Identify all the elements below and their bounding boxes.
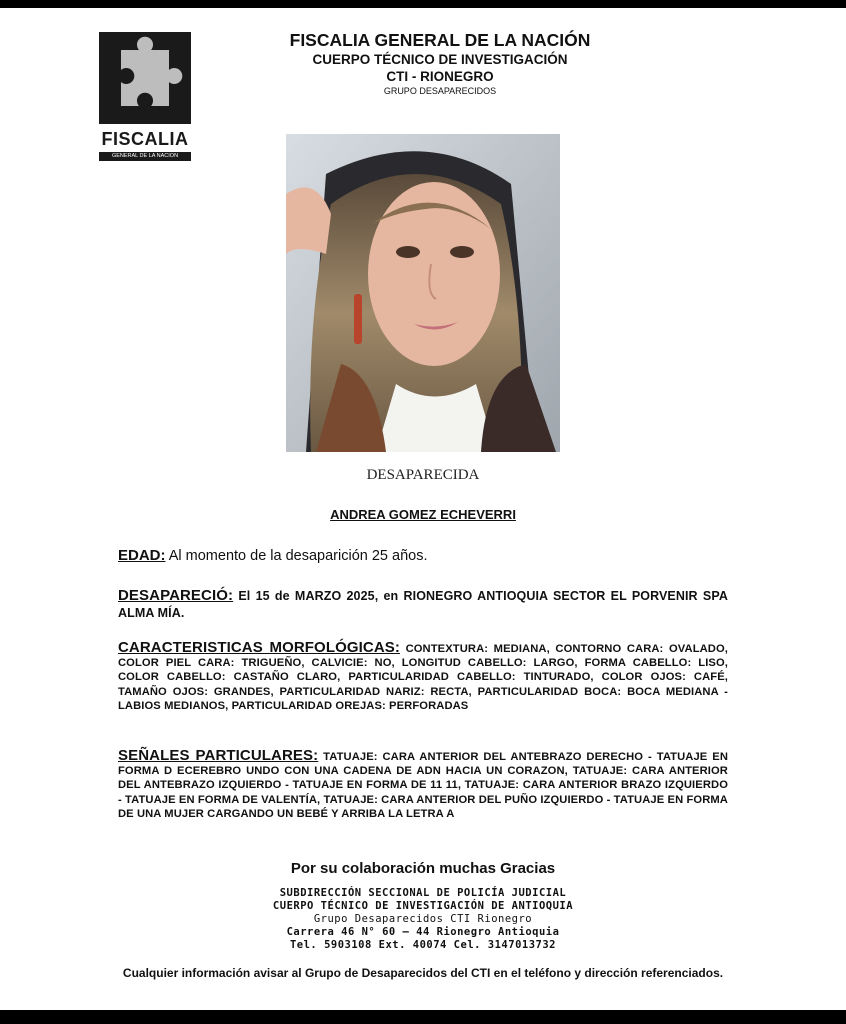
desaparecio-label: DESAPARECIÓ: [118, 587, 234, 604]
header-title: FISCALIA GENERAL DE LA NACIÓN [289, 30, 591, 50]
senales-label: SEÑALES PARTICULARES: [118, 747, 319, 764]
logo-wordmark: FISCALIA [101, 129, 189, 149]
footer-line-4: Carrera 46 N° 60 – 44 Rionegro Antioquia [286, 926, 560, 938]
senales-section [118, 749, 728, 821]
missing-person-photo [286, 134, 560, 452]
flyer-page [0, 8, 846, 1010]
thanks-text: Por su colaboración muchas Gracias [290, 860, 556, 877]
person-name: ANDREA GOMEZ ECHEVERRI [330, 507, 516, 522]
logo-subtitle: GENERAL DE LA NACION [99, 152, 191, 161]
caracteristicas-section [118, 641, 728, 713]
footer-line-1: SUBDIRECCIÓN SECCIONAL DE POLICÍA JUDICIAL [279, 887, 567, 899]
fiscalia-logo [99, 32, 191, 162]
header-group: GRUPO DESAPARECIDOS [383, 86, 497, 96]
edad-section [118, 547, 728, 564]
desaparecio-text: El 15 de MARZO 2025, en RIONEGRO ANTIOQUIA SECTOR EL PORVENIR SPA ALMA MÍA. [118, 589, 728, 620]
caracteristicas-label: CARACTERISTICAS MORFOLÓGICAS: [118, 639, 400, 656]
edad-text: Al momento de la desaparición 25 años. [168, 548, 428, 564]
footer-line-2: CUERPO TÉCNICO DE INVESTIGACIÓN DE ANTIOQUIA [272, 900, 574, 912]
footer-line-3: Grupo Desaparecidos CTI Rionegro [313, 913, 533, 925]
caracteristicas-text: CONTEXTURA: MEDIANA, CONTORNO CARA: OVALADO, COLOR PIEL CARA: TRIGUEÑO, CALVICIE: NO, LONGITUD CABELLO: LARGO, FORMA CABELLO: LISO, COLOR CABELLO: CASTAÑO CLARO, PARTICULARIDAD CABELLO: TINTURADO, COLOR OJOS: CAFÉ, TAMAÑO OJOS: GRANDES, PARTICULARIDAD NARIZ: RECTA, PARTICULARIDAD BOCA: BOCA MEDIANA - LABIOS MEDIANOS, PARTICULARIDAD OREJAS: PERFORADAS [118, 643, 728, 712]
senales-text: TATUAJE: CARA ANTERIOR DEL ANTEBRAZO DERECHO - TATUAJE EN FORMA D ECEREBRO UNDO CON UNA CADENA DE ADN HACIA UN CORAZON, TATUAJE: CARA ANTERIOR DEL ANTEBRAZO IZQUIERDO - TATUAJE EN FORMA DE 11 11, TATUAJE: CARA ANTERIOR BRAZO IZQUIERDO - TATUAJE EN FORMA DE VALENTÍA, TATUAJE: CARA ANTERIOR DEL PUÑO IZQUIERDO - TATUAJE EN FORMA DE UNA MUJER CARGANDO UN BEBÉ Y ARRIBA LA LETRA A [118, 751, 728, 820]
contact-notice: Cualquier información avisar al Grupo de Desaparecidos del CTI en el teléfono y dirección referenciados. [122, 966, 724, 980]
header-unit: CTI - RIONEGRO [386, 69, 494, 84]
puzzle-logo-icon [99, 32, 191, 124]
header-subtitle: CUERPO TÉCNICO DE INVESTIGACIÓN [312, 52, 568, 67]
footer-line-5: Tel. 5903108 Ext. 40074 Cel. 3147013732 [289, 939, 557, 951]
edad-label: EDAD: [118, 547, 166, 564]
status-label: DESAPARECIDA [366, 467, 480, 483]
desaparecio-section [118, 587, 728, 622]
